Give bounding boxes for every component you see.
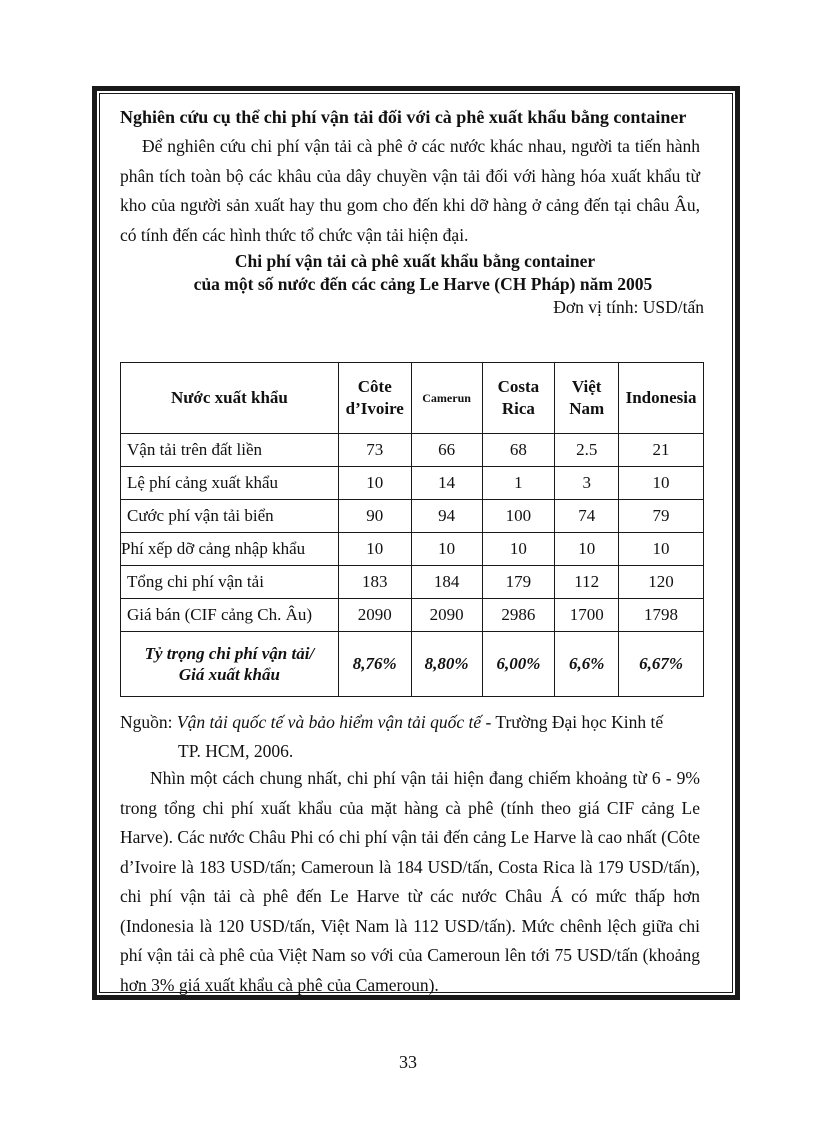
ratio-cell: 6,67% xyxy=(619,632,704,697)
table-cell: 68 xyxy=(482,434,555,467)
table-cell: 2090 xyxy=(338,599,411,632)
table-cell: 66 xyxy=(411,434,482,467)
table-cell: 2.5 xyxy=(555,434,619,467)
row-label: Lệ phí cảng xuất khẩu xyxy=(121,467,339,500)
table-row xyxy=(121,434,704,467)
source-prefix: Nguồn: xyxy=(120,712,177,732)
ratio-cell: 8,76% xyxy=(338,632,411,697)
table-title-line-2: của một số nước đến các cảng Le Harve (CH Pháp) năm 2005 xyxy=(193,274,653,294)
table-cell: 2090 xyxy=(411,599,482,632)
row-label: Cước phí vận tải biển xyxy=(121,500,339,533)
source-suffix: - Trường Đại học Kinh tế xyxy=(481,712,664,732)
source-title: Vận tải quốc tế và bảo hiểm vận tải quốc tế xyxy=(176,712,482,732)
table-cell: 10 xyxy=(338,467,411,500)
table-cell: 10 xyxy=(338,533,411,566)
cost-table xyxy=(120,362,704,697)
text-block-top xyxy=(120,102,704,319)
ratio-label-line-2: Giá xuất khẩu xyxy=(178,665,280,684)
header-col-viet-nam: Việt Nam xyxy=(555,363,619,434)
ratio-label xyxy=(121,632,339,697)
unit-label: Đơn vị tính: USD/tấn xyxy=(553,297,704,317)
table-cell: 74 xyxy=(555,500,619,533)
table-cell: 10 xyxy=(555,533,619,566)
table-cell: 73 xyxy=(338,434,411,467)
table-row xyxy=(121,467,704,500)
table-row xyxy=(121,500,704,533)
table-cell: 184 xyxy=(411,566,482,599)
header-col-indonesia: Indonesia xyxy=(619,363,704,434)
table-row xyxy=(121,566,704,599)
ratio-cell: 8,80% xyxy=(411,632,482,697)
table-title-line-1: Chi phí vận tải cà phê xuất khẩu bằng container xyxy=(234,251,596,271)
text-block-bottom xyxy=(120,764,700,1000)
table-cell: 3 xyxy=(555,467,619,500)
ratio-row xyxy=(121,632,704,697)
source-line-2: TP. HCM, 2006. xyxy=(178,741,294,761)
row-label: Giá bán (CIF cảng Ch. Âu) xyxy=(121,599,339,632)
table-cell: 14 xyxy=(411,467,482,500)
table-cell: 1700 xyxy=(555,599,619,632)
header-col-camerun: Camerun xyxy=(411,363,482,434)
section-heading: Nghiên cứu cụ thể chi phí vận tải đối với cà phê xuất khẩu bằng container xyxy=(120,107,687,127)
intro-paragraph: Để nghiên cứu chi phí vận tải cà phê ở các nước khác nhau, người ta tiến hành phân tích toàn bộ các khâu của dây chuyền vận tải đối với hàng hóa xuất khẩu từ kho của người sản xuất hay thu gom cho đến khi dỡ hàng ở cảng đến tại châu Âu, có tính đến các hình thức tổ chức vận tải hiện đại. xyxy=(120,136,700,245)
row-label: Vận tải trên đất liền xyxy=(121,434,339,467)
table-cell: 10 xyxy=(482,533,555,566)
table-header-row xyxy=(121,363,704,434)
table-cell: 94 xyxy=(411,500,482,533)
table-cell: 90 xyxy=(338,500,411,533)
row-label: Phí xếp dỡ cảng nhập khẩu xyxy=(121,533,339,566)
page-number: 33 xyxy=(399,1052,417,1072)
table-cell: 10 xyxy=(619,533,704,566)
table-cell: 10 xyxy=(619,467,704,500)
row-label: Tổng chi phí vận tải xyxy=(121,566,339,599)
table-cell: 179 xyxy=(482,566,555,599)
table-row xyxy=(121,599,704,632)
header-country-label: Nước xuất khẩu xyxy=(121,363,339,434)
ratio-cell: 6,00% xyxy=(482,632,555,697)
table-cell: 120 xyxy=(619,566,704,599)
header-col-costa-rica: Costa Rica xyxy=(482,363,555,434)
source-line-1 xyxy=(120,708,710,737)
table-cell: 1 xyxy=(482,467,555,500)
ratio-cell: 6,6% xyxy=(555,632,619,697)
ratio-label-line-1: Tỷ trọng chi phí vận tải/ xyxy=(144,644,315,663)
header-col-cote-divoire: Côte d’Ivoire xyxy=(338,363,411,434)
table-row xyxy=(121,533,704,566)
table-cell: 79 xyxy=(619,500,704,533)
table-cell: 100 xyxy=(482,500,555,533)
table-cell: 2986 xyxy=(482,599,555,632)
table-cell: 10 xyxy=(411,533,482,566)
table-cell: 112 xyxy=(555,566,619,599)
table-cell: 21 xyxy=(619,434,704,467)
table-cell: 183 xyxy=(338,566,411,599)
source-note xyxy=(120,708,710,766)
table-cell: 1798 xyxy=(619,599,704,632)
conclusion-paragraph: Nhìn một cách chung nhất, chi phí vận tải hiện đang chiếm khoảng từ 6 - 9% trong tổng chi phí xuất khẩu của mặt hàng cà phê (tính theo giá CIF cảng Le Harve). Các nước Châu Phi có chi phí vận tải đến cảng Le Harve là cao nhất (Côte d’Ivoire là 183 USD/tấn; Cameroun là 184 USD/tấn, Costa Rica là 179 USD/tấn), chi phí vận tải cà phê đến Le Harve từ các nước Châu Á có mức thấp hơn (Indonesia là 120 USD/tấn, Việt Nam là 112 USD/tấn). Mức chênh lệch giữa chi phí vận tải cà phê của Việt Nam so với của Cameroun lên tới 75 USD/tấn (khoảng hơn 3% giá xuất khẩu cà phê của Cameroun). xyxy=(120,768,700,995)
